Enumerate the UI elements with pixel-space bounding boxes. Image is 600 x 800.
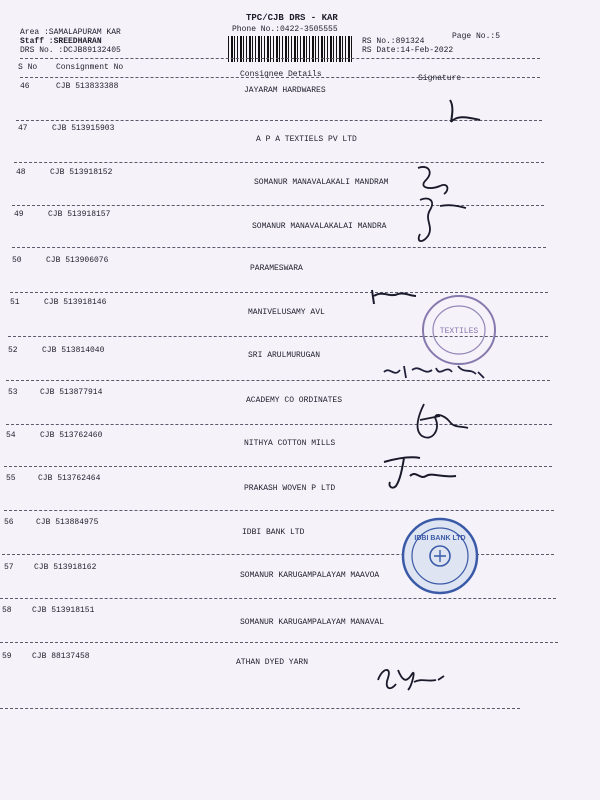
table-row	[0, 124, 600, 164]
row-sno: 50	[12, 256, 22, 265]
signature-row-46	[444, 98, 484, 126]
signature-row-51	[368, 286, 418, 308]
row-sno: 53	[8, 388, 18, 397]
row-consignee: JAYARAM HARDWARES	[244, 86, 326, 95]
row-sno: 51	[10, 298, 20, 307]
row-divider	[4, 466, 552, 467]
bank-seal-text: IDBI BANK LTD	[414, 535, 466, 542]
table-row	[0, 474, 600, 514]
rs-number: RS No.:891324	[362, 37, 425, 46]
row-consignee: NITHYA COTTON MILLS	[244, 439, 336, 448]
signature-row-55	[380, 452, 460, 492]
table-row	[0, 652, 600, 692]
row-consignment: CJB 513906076	[46, 256, 109, 265]
row-consignment: CJB 513918157	[48, 210, 111, 219]
row-consignment: CJB 513918151	[32, 606, 95, 615]
row-sno: 59	[2, 652, 12, 661]
row-sno: 57	[4, 563, 14, 572]
row-consignee: PARAMESWARA	[250, 264, 303, 273]
row-consignment: CJB 513877914	[40, 388, 103, 397]
table-row	[0, 388, 600, 428]
signature-row-48-49	[400, 160, 470, 250]
row-consignee: SOMANUR KARUGAMPALAYAM MANAVAL	[240, 618, 385, 627]
col-consignment: Consignment No	[56, 63, 124, 72]
row-consignee: SOMANUR KARUGAMPALAYAM MAAVOA	[240, 571, 380, 580]
row-consignment: CJB 88137458	[32, 652, 90, 661]
header-divider	[20, 58, 540, 59]
table-row	[0, 82, 600, 122]
rs-date: RS Date:14-Feb-2022	[362, 46, 454, 55]
row-sno: 58	[2, 606, 12, 615]
row-consignment: CJB 513762460	[40, 431, 103, 440]
bank-seal-stamp	[400, 516, 480, 596]
row-consignee: A P A TEXTIELS PV LTD	[256, 135, 357, 144]
col-sno: S No	[18, 63, 38, 72]
row-consignment: CJB 513915903	[52, 124, 115, 133]
row-divider	[0, 642, 558, 643]
table-row	[0, 431, 600, 471]
signature-row-59	[372, 660, 452, 696]
row-divider	[0, 708, 520, 709]
row-consignment: CJB 513814040	[42, 346, 105, 355]
table-row	[0, 210, 600, 250]
row-consignee: SOMANUR MANAVALAKALI MANDRAM	[254, 178, 389, 187]
row-consignee: MANIVELUSAMY AVL	[248, 308, 325, 317]
row-consignment: CJB 513833388	[56, 82, 119, 91]
row-sno: 56	[4, 518, 14, 527]
signature-row-53-54	[410, 400, 470, 446]
phone-number: Phone No.:0422-3505555	[232, 25, 338, 34]
row-consignee: ATHAN DYED YARN	[236, 658, 309, 667]
row-consignment: CJB 513918146	[44, 298, 107, 307]
table-row	[0, 256, 600, 296]
drs-number: DRS No. :DCJB89132405	[20, 46, 121, 55]
col-signature: Signature	[418, 74, 462, 83]
row-consignment: CJB 513762464	[38, 474, 101, 483]
area-label: Area :SAMALAPURAM KAR	[20, 28, 121, 37]
row-consignment: CJB 513884975	[36, 518, 99, 527]
col-consignee: Consignee Details	[240, 70, 322, 79]
row-sno: 47	[18, 124, 28, 133]
row-sno: 52	[8, 346, 18, 355]
row-divider	[0, 598, 556, 599]
sheet-title: TPC/CJB DRS - KAR	[246, 13, 338, 23]
row-sno: 54	[6, 431, 16, 440]
columns-divider	[20, 77, 540, 78]
row-consignee: SOMANUR MANAVALAKALAI MANDRA	[252, 222, 387, 231]
row-consignment: CJB 513918152	[50, 168, 113, 177]
row-sno: 48	[16, 168, 26, 177]
page-number: Page No.:5	[452, 32, 501, 41]
row-divider	[4, 510, 554, 511]
row-consignee: IDBI BANK LTD	[242, 528, 305, 537]
table-row	[0, 563, 600, 603]
row-consignee: PRAKASH WOVEN P LTD	[244, 484, 336, 493]
staff-label: Staff :SREEDHARAN	[20, 37, 102, 46]
row-consignee: ACADEMY CO ORDINATES	[246, 396, 343, 405]
table-row	[0, 606, 600, 646]
row-consignment: CJB 513918162	[34, 563, 97, 572]
row-sno: 46	[20, 82, 30, 91]
row-consignee: SRI ARULMURUGAN	[248, 351, 321, 360]
row-sno: 49	[14, 210, 24, 219]
table-row	[0, 518, 600, 558]
table-row	[0, 298, 600, 338]
row-sno: 55	[6, 474, 16, 483]
textile-seal-text: TEXTILES	[439, 327, 479, 336]
textile-company-stamp	[414, 290, 504, 370]
table-row	[0, 168, 600, 208]
row-divider	[6, 424, 552, 425]
